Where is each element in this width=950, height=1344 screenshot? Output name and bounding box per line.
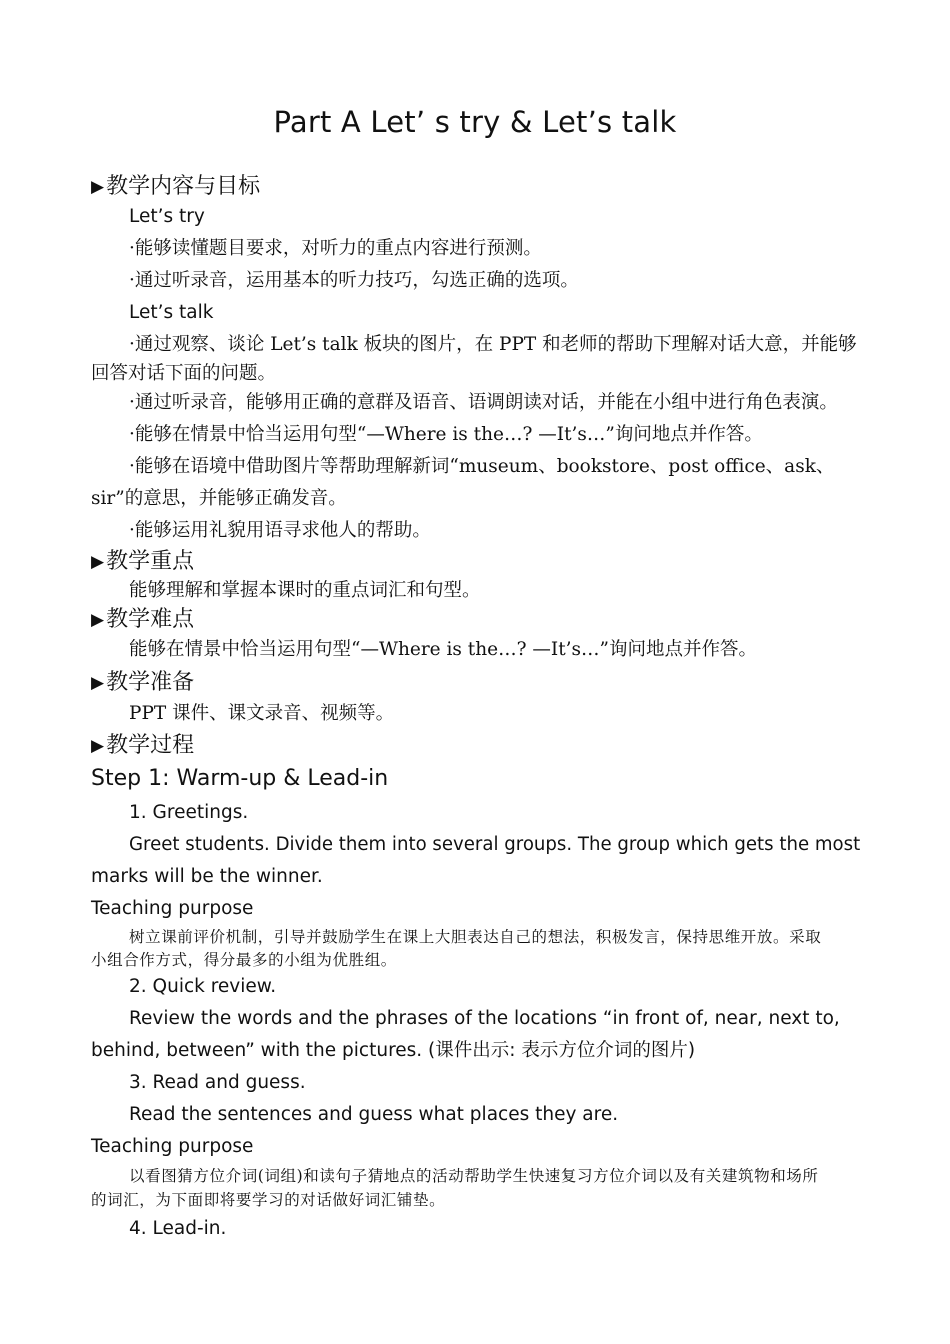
teaching-purpose-label: Teaching purpose (91, 898, 254, 919)
teaching-purpose-text: 树立课前评价机制，引导并鼓励学生在课上大胆表达自己的想法，积极发言，保持思维开放。采取 (129, 928, 822, 946)
triangle-bullet-icon: ▶ (91, 177, 105, 197)
goals-talk-heading: Let’s talk (129, 302, 214, 323)
triangle-bullet-icon: ▶ (91, 552, 105, 572)
step1-item-text: Read the sentences and guess what places they are. (129, 1104, 619, 1125)
step1-item-text-cont: behind, between” with the pictures. (课件出示: 表示方位介词的图片) (91, 1040, 696, 1061)
goals-talk-item: ·能够在情景中恰当运用句型“—Where is the…? —It’s…”询问地点并作答。 (129, 424, 763, 445)
goals-talk-item: ·通过观察、谈论 Let’s talk 板块的图片，在 PPT 和老师的帮助下理解对话大意，并能够 (129, 334, 857, 355)
step1-item-text: Review the words and the phrases of the locations “in front of, near, next to, (129, 1008, 840, 1029)
key-points-text: 能够理解和掌握本课时的重点词汇和句型。 (129, 580, 481, 601)
teaching-purpose-text-cont: 小组合作方式，得分最多的小组为优胜组。 (91, 951, 397, 969)
step1-heading: Step 1: Warm-up & Lead-in (91, 766, 389, 791)
section-heading-goals: ▶教学内容与目标 (91, 174, 261, 199)
step1-item-title: 1. Greetings. (129, 802, 249, 823)
triangle-bullet-icon: ▶ (91, 673, 105, 693)
step1-item-title: 3. Read and guess. (129, 1072, 306, 1093)
difficulties-text: 能够在情景中恰当运用句型“—Where is the…? —It’s…”询问地点并作答。 (129, 639, 757, 660)
step1-item-text-cont: marks will be the winner. (91, 866, 323, 887)
section-heading-key-points: ▶教学重点 (91, 549, 195, 574)
goals-talk-item-cont: sir”的意思，并能够正确发音。 (91, 488, 347, 509)
goals-talk-item: ·能够运用礼貌用语寻求他人的帮助。 (129, 520, 431, 541)
triangle-bullet-icon: ▶ (91, 610, 105, 630)
goals-try-heading: Let’s try (129, 206, 205, 227)
step1-item-title: 4. Lead-in. (129, 1218, 227, 1239)
triangle-bullet-icon: ▶ (91, 736, 105, 756)
goals-talk-item: ·通过听录音，能够用正确的意群及语音、语调朗读对话，并能在小组中进行角色表演。 (129, 392, 838, 413)
teaching-purpose-text-cont: 的词汇，为下面即将要学习的对话做好词汇铺垫。 (91, 1191, 446, 1209)
teaching-purpose-text: 以看图猜方位介词(词组)和读句子猜地点的活动帮助学生快速复习方位介词以及有关建筑物和场所 (129, 1167, 819, 1185)
goals-talk-item: ·能够在语境中借助图片等帮助理解新词“museum、bookstore、post office、ask、 (129, 456, 835, 477)
section-heading-preparation: ▶教学准备 (91, 670, 195, 695)
step1-item-title: 2. Quick review. (129, 976, 277, 997)
page-title: Part A Let’ s try & Let’s talk (273, 105, 677, 139)
preparation-text: PPT 课件、课文录音、视频等。 (129, 703, 395, 724)
step1-item-text: Greet students. Divide them into several groups. The group which gets the most (129, 834, 861, 855)
section-heading-difficulties: ▶教学难点 (91, 607, 195, 632)
goals-talk-item-cont: 回答对话下面的问题。 (91, 363, 277, 384)
goals-try-item: ·通过听录音，运用基本的听力技巧，勾选正确的选项。 (129, 270, 579, 291)
teaching-purpose-label: Teaching purpose (91, 1136, 254, 1157)
goals-try-item: ·能够读懂题目要求，对听力的重点内容进行预测。 (129, 238, 542, 259)
section-heading-process: ▶教学过程 (91, 733, 195, 758)
